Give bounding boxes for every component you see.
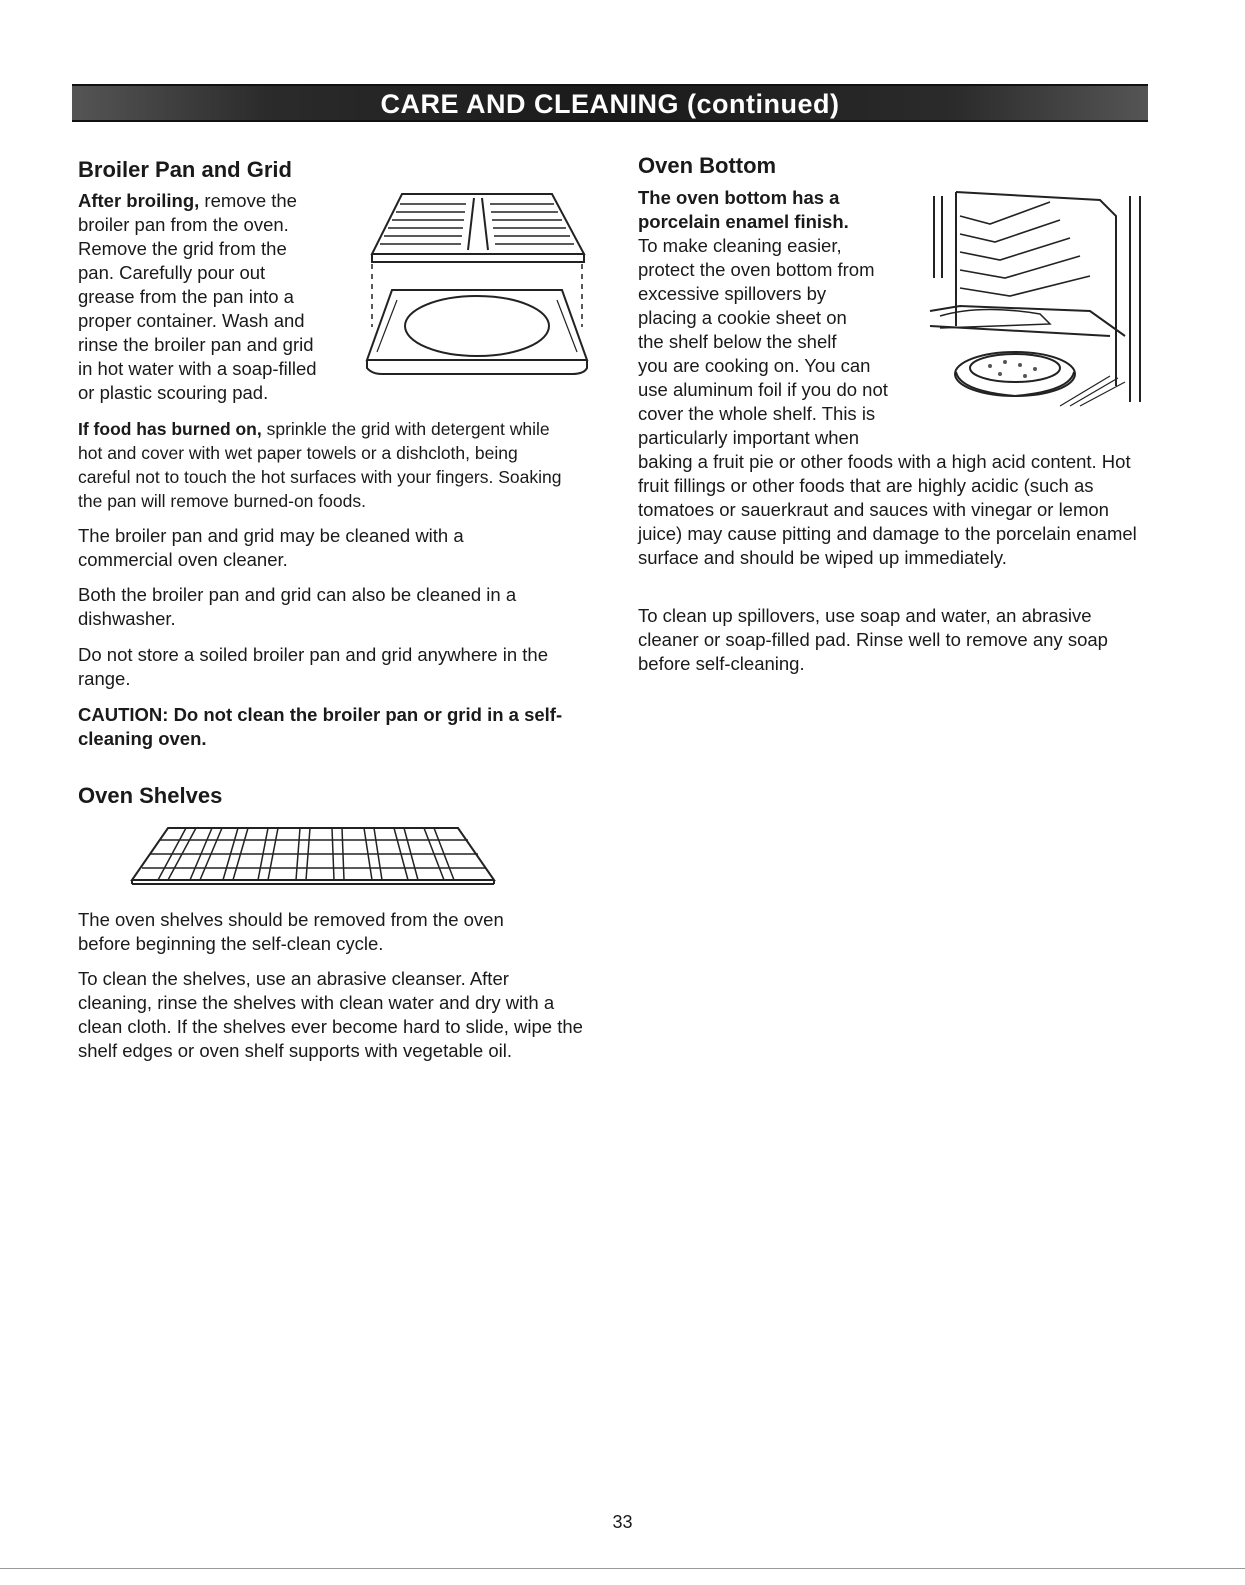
broiler-heading: Broiler Pan and Grid: [78, 157, 292, 182]
broiler-intro-line: rinse the broiler pan and grid: [78, 334, 314, 355]
broiler-intro-line: broiler pan from the oven.: [78, 214, 289, 235]
oven-bottom-line: you are cooking on. You can: [638, 355, 871, 376]
broiler-intro-line: pan. Carefully pour out: [78, 262, 266, 283]
oven-bottom-line: the shelf below the shelf: [638, 331, 837, 352]
broiler-intro: [78, 189, 368, 405]
caution-paragraph: CAUTION: Do not clean the broiler pan or grid in a self-cleaning oven.: [78, 704, 563, 749]
broiler-intro-line: proper container. Wash and: [78, 310, 305, 331]
broiler-intro-line: grease from the pan into a: [78, 286, 294, 307]
shelves-remove-paragraph: The oven shelves should be removed from the oven before beginning the self-clean cycle.: [78, 909, 504, 954]
oven-bottom-line: cover the whole shelf. This is: [638, 403, 876, 424]
oven-bottom-intro: [638, 186, 928, 450]
shelves-heading: Oven Shelves: [78, 783, 223, 808]
oven-bottom-bold-line: The oven bottom has a: [638, 187, 840, 208]
burned-on-bold: If food has burned on,: [78, 419, 262, 439]
acid-content-paragraph: baking a fruit pie or other foods with a high acid content. Hot fruit fillings or other foods that are highly acidic (such as tomatoes or sauerkraut and sauces with vinegar or lemon juice) may cause pitting and damage to the porcelain enamel surface and should be wiped up immediately.: [638, 451, 1137, 568]
oven-interior-illustration: [920, 186, 1150, 411]
oven-shelf-illustration: [128, 824, 500, 886]
broiler-section: [78, 156, 578, 184]
oven-bottom-line: protect the oven bottom from: [638, 259, 875, 280]
broiler-intro-line: Remove the grid from the: [78, 238, 287, 259]
oven-bottom-line: particularly important when: [638, 427, 860, 448]
shelves-clean-paragraph: To clean the shelves, use an abrasive cleanser. After cleaning, rinse the shelves with clean water and dry with a clean cloth. If the shelves ever become hard to slide, wipe the shelf edges or oven shelf supports with vegetable oil.: [78, 968, 583, 1061]
broiler-pan-illustration: [362, 192, 592, 382]
broiler-intro-line: After broiling, remove the: [78, 190, 297, 211]
broiler-intro-line: in hot water with a soap-filled: [78, 358, 317, 379]
dishwasher-paragraph: Both the broiler pan and grid can also be cleaned in a dishwasher.: [78, 584, 517, 629]
banner-title: CARE AND CLEANING (continued): [380, 89, 840, 119]
broiler-intro-bold: After broiling,: [78, 190, 200, 211]
broiler-intro-line: or plastic scouring pad.: [78, 382, 269, 403]
oven-bottom-bold-line: porcelain enamel finish.: [638, 211, 849, 232]
oven-bottom-line: use aluminum foil if you do not: [638, 379, 888, 400]
oven-bottom-heading: Oven Bottom: [638, 153, 777, 178]
oven-bottom-line: excessive spillovers by: [638, 283, 827, 304]
commercial-cleaner-paragraph: The broiler pan and grid may be cleaned with a commercial oven cleaner.: [78, 525, 464, 570]
page-number: 33: [612, 1512, 633, 1532]
spillovers-paragraph: To clean up spillovers, use soap and water, an abrasive cleaner or soap-filled pad. Rinse well to remove any soap before self-cleaning.: [638, 605, 1108, 674]
storage-paragraph: Do not store a soiled broiler pan and grid anywhere in the range.: [78, 644, 548, 689]
burned-on-paragraph: [78, 417, 573, 513]
oven-bottom-line: placing a cookie sheet on: [638, 307, 847, 328]
section-banner: [72, 84, 1148, 122]
oven-bottom-line: To make cleaning easier,: [638, 235, 842, 256]
bottom-rule: [0, 1568, 1245, 1569]
shelves-section: [78, 782, 578, 810]
oven-bottom-section: [638, 152, 1138, 180]
burned-on-text: sprinkle the grid with detergent while hot and cover with wet paper towels or a dishcloth, being careful not to touch the hot surfaces with your fingers. Soaking the pan will remove burned-on foods.: [78, 419, 562, 511]
